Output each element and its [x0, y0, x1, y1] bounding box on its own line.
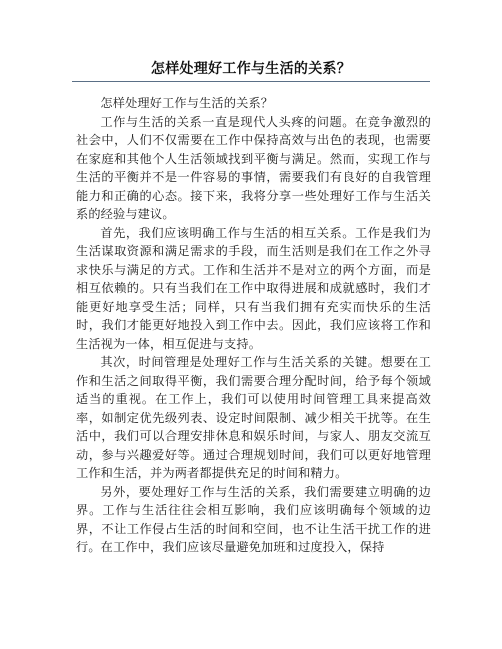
paragraph: 工作与生活的关系一直是现代人头疼的问题。在竞争激烈的社会中，人们不仅需要在工作中保持高效与出色的表现，也需要在家庭和其他个人生活领域找到平衡与满足。然而，实现工作与生活的平衡并不是一件容易的事情，需要我们有良好的自我管理能力和正确的心态。接下来，我将分享一些处理好工作与生活关系的经验与建议。	[76, 114, 431, 221]
paragraph: 首先，我们应该明确工作与生活的相互关系。工作是我们为生活谋取资源和满足需求的手段，而生活则是我们在工作之外寻求快乐与满足的方式。工作和生活并不是对立的两个方面，而是相互依赖的。只有当我们在工作中取得进展和成就感时，我们才能更好地享受生活；同样，只有当我们拥有充实而快乐的生活时，我们才能更好地投入到工作中去。因此，我们应该将工作和生活视为一体，相互促进与支持。	[76, 225, 431, 351]
paragraph: 其次，时间管理是处理好工作与生活关系的关键。想要在工作和生活之间取得平衡，我们需要合理分配时间，给予每个领域适当的重视。在工作上，我们可以使用时间管理工具来提高效率，如制定优先级列表、设定时间限制、减少相关干扰等。在生活中，我们可以合理安排休息和娱乐时间，与家人、朋友交流互动，参与兴趣爱好等。通过合理规划时间，我们可以更好地管理工作和生活，并为两者都提供充足的时间和精力。	[76, 355, 431, 480]
document-body	[76, 94, 431, 557]
title-divider	[72, 81, 430, 82]
paragraph: 另外，要处理好工作与生活的关系，我们需要建立明确的边界。工作与生活往往会相互影响，我们应该明确每个领域的边界，不让工作侵占生活的时间和空间，也不让生活干扰工作的进行。在工作中，我们应该尽量避免加班和过度投入，保持	[76, 484, 431, 554]
paragraph: 怎样处理好工作与生活的关系？	[100, 96, 274, 110]
page-title: 怎样处理好工作与生活的关系？	[150, 61, 352, 77]
